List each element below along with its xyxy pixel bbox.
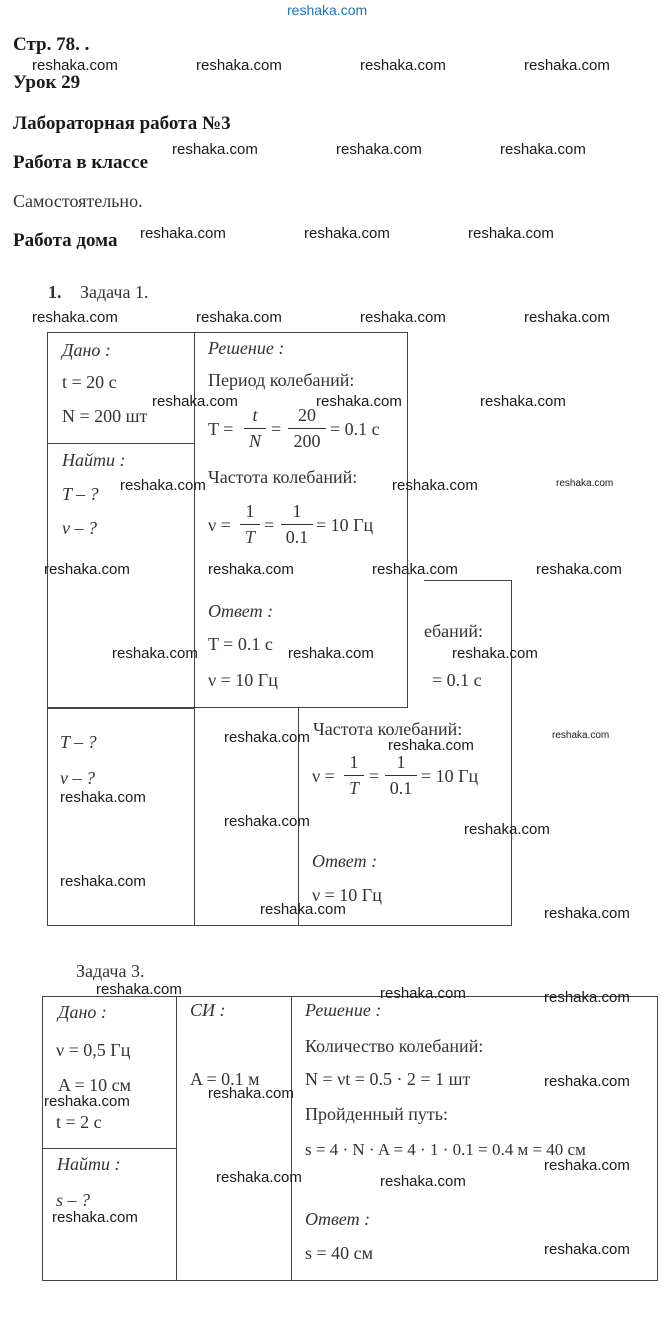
watermark: reshaka.com (480, 393, 566, 410)
task1-find-header: Найти : (62, 450, 126, 470)
watermark: reshaka.com (196, 57, 282, 74)
watermark: reshaka.com (96, 981, 182, 998)
watermark: reshaka.com (172, 141, 258, 158)
task1-period-fraction-2: 20 200 (288, 405, 326, 452)
watermark: reshaka.com (392, 477, 478, 494)
ghost-answer-header: Ответ : (312, 851, 378, 871)
task3-find-header: Найти : (57, 1154, 121, 1174)
task3-path-label: Пройденный путь: (305, 1104, 448, 1124)
ghost-freq-fraction-1: 1 T (344, 752, 364, 799)
watermark: reshaka.com (316, 393, 402, 410)
task1-answer-header: Ответ : (208, 601, 274, 621)
task1-freq-fraction-1: 1 T (240, 501, 260, 548)
watermark: reshaka.com (52, 1209, 138, 1226)
watermark: reshaka.com (536, 561, 622, 578)
watermark: reshaka.com (208, 1085, 294, 1102)
watermark: reshaka.com (360, 309, 446, 326)
watermark: reshaka.com (544, 905, 630, 922)
task1-period-result: = 0.1 с (330, 419, 380, 439)
task1-number: 1. (48, 282, 62, 302)
watermark: reshaka.com (468, 225, 554, 242)
task3-si-amplitude: A = 0.1 м (190, 1069, 260, 1089)
task1-label: Задача 1. (80, 282, 149, 302)
watermark: reshaka.com (524, 309, 610, 326)
task1-period-equals: = (271, 419, 282, 439)
task3-count-formula: N = νt = 0.5 · 2 = 1 шт (305, 1069, 471, 1089)
task3-solution-header: Решение : (305, 1000, 382, 1020)
watermark: reshaka.com (288, 645, 374, 662)
class-work-title: Работа в классе (13, 152, 149, 173)
task1-answer-period: T = 0.1 с (208, 634, 273, 654)
ghost-freq-lhs: ν = (312, 766, 335, 786)
watermark: reshaka.com (224, 813, 310, 830)
page-reference: Стр. 78. . (13, 34, 90, 55)
watermark: reshaka.com (32, 57, 118, 74)
ghost-result-fragment: = 0.1 с (432, 670, 482, 690)
lab-title: Лабораторная работа №3 (13, 113, 231, 134)
watermark: reshaka.com (380, 985, 466, 1002)
ghost-find-frequency: ν – ? (60, 768, 95, 788)
watermark: reshaka.com (140, 225, 226, 242)
ghost-freq-fraction-2: 1 0.1 (385, 752, 417, 799)
task3-path-formula: s = 4 · N · A = 4 · 1 · 0.1 = 0.4 м = 40 см (305, 1140, 586, 1159)
task3-count-label: Количество колебаний: (305, 1036, 484, 1056)
watermark: reshaka.com (32, 309, 118, 326)
task1-period-lhs: T = (208, 419, 234, 439)
watermark: reshaka.com (60, 789, 146, 806)
task1-freq-equals: = (264, 515, 275, 535)
task1-freq-fraction-2: 1 0.1 (281, 501, 313, 548)
task1-given-count: N = 200 шт (62, 406, 148, 426)
watermark: reshaka.com (336, 141, 422, 158)
watermark: reshaka.com (552, 730, 610, 741)
ghost-answer: ν = 10 Гц (312, 885, 382, 905)
ghost-freq-result: = 10 Гц (421, 766, 479, 786)
watermark: reshaka.com (452, 645, 538, 662)
watermark: reshaka.com (44, 561, 130, 578)
task1-freq-label: Частота колебаний: (208, 467, 358, 487)
watermark: reshaka.com (44, 1093, 130, 1110)
watermark: reshaka.com (208, 561, 294, 578)
task1-freq-result: = 10 Гц (316, 515, 374, 535)
watermark: reshaka.com (544, 989, 630, 1006)
task1-freq-lhs: ν = (208, 515, 231, 535)
task1-given-time: t = 20 с (62, 372, 117, 392)
watermark: reshaka.com (224, 729, 310, 746)
watermark: reshaka.com (464, 821, 550, 838)
ghost-equals: = (369, 766, 380, 786)
task1-find-period: T – ? (62, 484, 99, 504)
watermark: reshaka.com (152, 393, 238, 410)
task3-given-header: Дано : (58, 1002, 107, 1022)
watermark: reshaka.com (544, 1073, 630, 1090)
watermark: reshaka.com (112, 645, 198, 662)
watermark: reshaka.com (544, 1241, 630, 1258)
watermark: reshaka.com (216, 1169, 302, 1186)
watermark: reshaka.com (60, 873, 146, 890)
ghost-find-period: T – ? (60, 732, 97, 752)
watermark: reshaka.com (544, 1157, 630, 1174)
task1-period-label: Период колебаний: (208, 370, 355, 390)
task3-given-time: t = 2 с (56, 1112, 102, 1132)
task3-answer-header: Ответ : (305, 1209, 371, 1229)
watermark: reshaka.com (380, 1173, 466, 1190)
task3-si-header: СИ : (190, 1000, 226, 1020)
class-work-text: Самостоятельно. (13, 191, 143, 211)
site-watermark-top: reshaka.com (287, 2, 368, 18)
watermark: reshaka.com (196, 309, 282, 326)
task1-answer-frequency: ν = 10 Гц (208, 670, 278, 690)
task3-given-amplitude: A = 10 см (58, 1075, 132, 1095)
task3-answer: s = 40 см (305, 1243, 374, 1263)
watermark: reshaka.com (524, 57, 610, 74)
task1-given-header: Дано : (62, 340, 111, 360)
lesson-title: Урок 29 (13, 72, 81, 93)
task1-solution-header: Решение : (208, 338, 285, 358)
watermark: reshaka.com (372, 561, 458, 578)
task3-given-frequency: ν = 0,5 Гц (56, 1040, 131, 1060)
watermark: reshaka.com (500, 141, 586, 158)
ghost-period-fragment: ебаний: (424, 621, 484, 641)
watermark: reshaka.com (360, 57, 446, 74)
task3-label: Задача 3. (76, 961, 145, 981)
task1-find-frequency: ν – ? (62, 518, 97, 538)
watermark: reshaka.com (120, 477, 206, 494)
watermark: reshaka.com (260, 901, 346, 918)
task3-find-path: s – ? (56, 1190, 91, 1210)
ghost-freq-label: Частота колебаний: (313, 719, 463, 739)
home-work-title: Работа дома (13, 230, 118, 251)
watermark: reshaka.com (556, 478, 614, 489)
watermark: reshaka.com (304, 225, 390, 242)
watermark: reshaka.com (388, 737, 474, 754)
task1-period-fraction-1: t N (244, 405, 266, 452)
